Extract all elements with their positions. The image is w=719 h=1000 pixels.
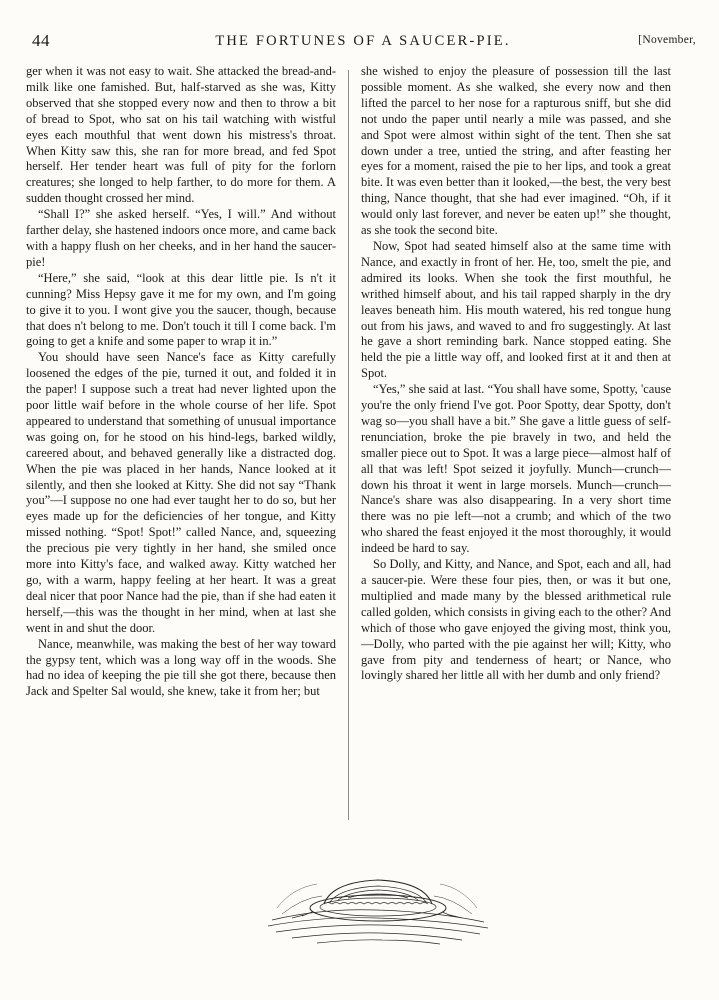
paragraph: “Yes,” she said at last. “You shall have some, Spotty, 'cause you're the only friend I've got. Poor Spotty, dear Spotty, don't wag so—you shall have a bit.” She gave a little guess of self-renunciation, broke the pie bravely in two, and held the smaller piece out to Spot. It was a large piece—almost half of all that was left! Spot seized it joyfully. Munch—crunch—down his throat it went in large morsels. Munch—crunch—Nance's share was also disappearing. In a very short time there was no pie left—not a crumb; and which of the two who shared the feast enjoyed it the most thoroughly, it would indeed be hard to say.: [361, 382, 671, 556]
paragraph: You should have seen Nance's face as Kitty carefully loosened the edges of the pie, turned it out, and folded it in the paper! I suppose such a treat had never lighted upon the poor little waif before in the whole course of her life. Spot appeared to understand that something of unusual importance was going on, for he stood on his hind-legs, barked wildly, careered about, and behaved generally like a distracted dog. When the pie was placed in her hands, Nance looked at it silently, and then she looked at Kitty. She did not say “Thank you”—I suppose no one had ever taught her to do so, but her eyes made up for the deficiencies of her tongue, and Kitty missed nothing. “Spot! Spot!” called Nance, and, squeezing the precious pie very tightly in her hand, she smiled once more into Kitty's face, and walked away. Kitty watched her go, with a warm, happy feeling at her heart. It was a great deal nicer that poor Nance had the pie, than if she had eaten it herself,—this was the thought in her mind, when at last she went in and shut the door.: [26, 350, 336, 635]
paragraph: she wished to enjoy the pleasure of possession till the last possible moment. As she walked, she every now and then lifted the parcel to her nose for a rapturous sniff, but she did not undo the paper until nearly a mile was passed, and she and Spot were almost within sight of the tent. Then she sat down under a tree, untied the string, and after feasting her eyes for a moment, raised the pie to her lips, and took a great bite. It was even better than it looked,—the best, the very best thing, Nance thought, that she had ever imagined. “Oh, if it would only last forever, and never be eaten up!” she thought, as she took the second bite.: [361, 64, 671, 238]
running-header: [30, 31, 696, 53]
paragraph: “Here,” she said, “look at this dear little pie. Is n't it cunning? Miss Hepsy gave it me for my own, and I'm going to give it to you. I wont give you the saucer, though, because that does n't belong to me. Don't touch it till I come back. I'm going to get a knife and some paper to wrap it in.”: [26, 270, 336, 349]
paragraph: ger when it was not easy to wait. She attacked the bread-and-milk like one famished. But, half-starved as she was, Kitty observed that she stopped every now and then to throw a bit of bread to Spot, who sat on his tail watching with wistful eyes each mouthful that went down his mistress's throat. When Kitty saw this, she ran for more bread, and fed Spot herself. Her tender heart was full of pity for the forlorn creatures; she longed to help farther, to do more for them. A sudden thought crossed her mind.: [26, 64, 336, 206]
paragraph: So Dolly, and Kitty, and Nance, and Spot, each and all, had a saucer-pie. Were these four pies, then, or was it but one, multiplied and made many by the blessed arithmetical rule called golden, which consists in giving each to the other? And which of those who gave enjoyed the giving most, think you,—Dolly, who parted with the pie against her will; Kitty, who gave from pity and tenderness of heart; or Nance, who lovingly shared her little all with her dumb and only friend?: [361, 557, 671, 683]
running-title: THE FORTUNES OF A SAUCER-PIE.: [215, 33, 511, 49]
column-divider: [348, 70, 349, 820]
paragraph: “Shall I?” she asked herself. “Yes, I will.” And without farther delay, she hastened indoors once more, and came back with a happy flush on her cheeks, and in her hand the saucer-pie!: [26, 207, 336, 269]
paragraph: Nance, meanwhile, was making the best of her way toward the gypsy tent, which was a long way off in the woods. She had no idea of keeping the pie till she got there, because then Jack and Spelter Sal would, she knew, take it from her; but: [26, 636, 336, 699]
saucer-pie-engraving-icon: [262, 858, 492, 948]
paragraph: Now, Spot had seated himself also at the same time with Nance, and exactly in front of her. He, too, smelt the pie, and admired its looks. When she took the first mouthful, he writhed himself about, and his tail rapped sharply in the dry leaves beneath him. His mouth watered, his red tongue hung out from his jaws, and waved to and fro suggestingly. At last he gave a short reminding bark. Nance stopped eating. She held the pie a little way off, and looked first at it and then at Spot.: [361, 238, 671, 381]
left-column: [26, 64, 336, 700]
issue-month: [November,: [638, 34, 696, 46]
page-number: 44: [32, 31, 50, 50]
right-column: [361, 64, 671, 684]
